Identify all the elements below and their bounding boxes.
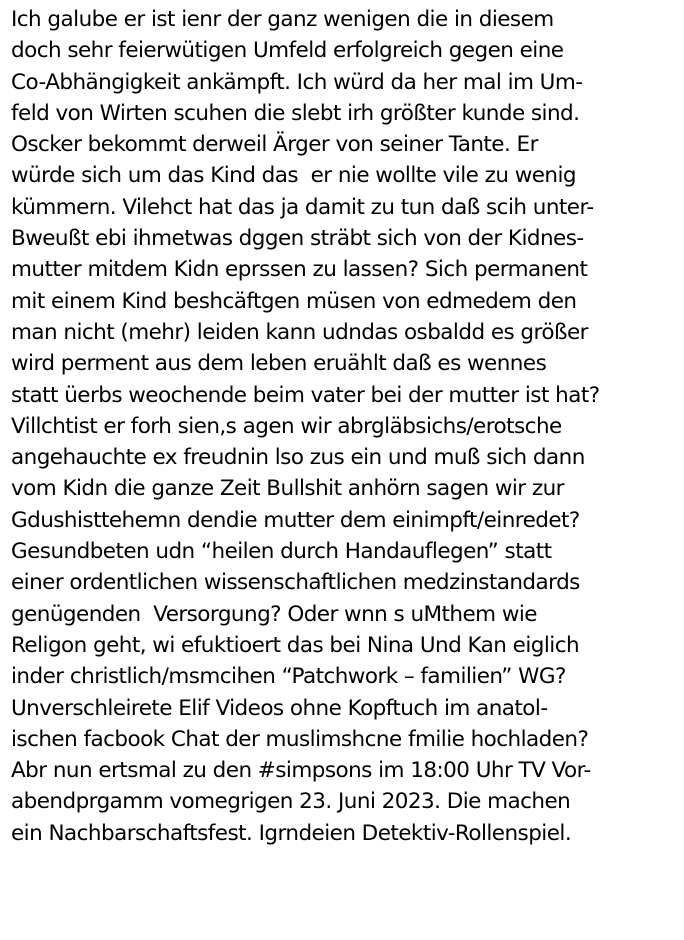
text-line: kümmern. Vilehct hat das ja damit zu tun daß scih unter- [11,194,594,220]
text-line: vom Kidn die ganze Zeit Bullshit anhörn sagen wir zur [11,476,564,502]
text-line: mutter mitdem Kidn eprssen zu lassen? Sich permanent [11,257,588,283]
text-line: genügenden Versorgung? Oder wnn s uMthem wie [11,601,537,627]
text-line: abendprgamm vomegrigen 23. Juni 2023. Die machen [11,789,571,815]
text-line: inder christlich/msmcihen “Patchwork – familien” WG? [11,664,566,690]
text-line: man nicht (mehr) leiden kann udndas osbaldd es größer [11,319,588,345]
text-line: Gdushisttehemn dendie mutter dem einimpft/einredet? [11,507,580,533]
text-line: einer ordentlichen wissenschaftlichen medzinstandards [11,570,580,596]
text-line: Religon geht, wi efuktioert das bei Nina Und Kan eiglich [11,632,580,658]
text-line: ischen facbook Chat der muslimshcne fmilie hochladen? [11,726,589,752]
text-line: Unverschleirete Elif Videos ohne Kopftuch im anatol- [11,695,548,721]
text-line: Co-Abhängigkeit ankämpft. Ich würd da her mal im Um- [11,69,583,95]
text-line: Abr nun ertsmal zu den #simpsons im 18:00 Uhr TV Vor- [11,758,591,784]
text-line: mit einem Kind beshcäftgen müsen von edmedem den [11,288,577,314]
text-line: Gesundbeten udn “heilen durch Handauflegen” statt [11,539,552,565]
text-line: Villchtist er forh sien,s agen wir abrgläbsichs/erotsche [11,413,562,439]
text-line: doch sehr feierwütigen Umfeld erfolgreich gegen eine [11,38,564,64]
text-line: statt üerbs weochende beim vater bei der mutter ist hat? [11,382,600,408]
text-line: ein Nachbarschaftsfest. Igrndeien Detektiv-Rollenspiel. [11,820,572,846]
text-line: wird perment aus dem leben eruählt daß es wennes [11,351,547,377]
text-line: angehauchte ex freudnin lso zus ein und muß sich dann [11,445,585,471]
body-text [11,4,681,849]
text-line: feld von Wirten scuhen die slebt irh größter kunde sind. [11,100,580,126]
text-line: würde sich um das Kind das er nie wollte vile zu wenig [11,163,577,189]
text-line: Bweußt ebi ihmetwas dggen sträbt sich von der Kidnes- [11,226,584,252]
text-line: Ich galube er ist ienr der ganz wenigen die in diesem [11,7,554,32]
text-line: Oscker bekommt derweil Ärger von seiner Tante. Er [11,132,538,158]
